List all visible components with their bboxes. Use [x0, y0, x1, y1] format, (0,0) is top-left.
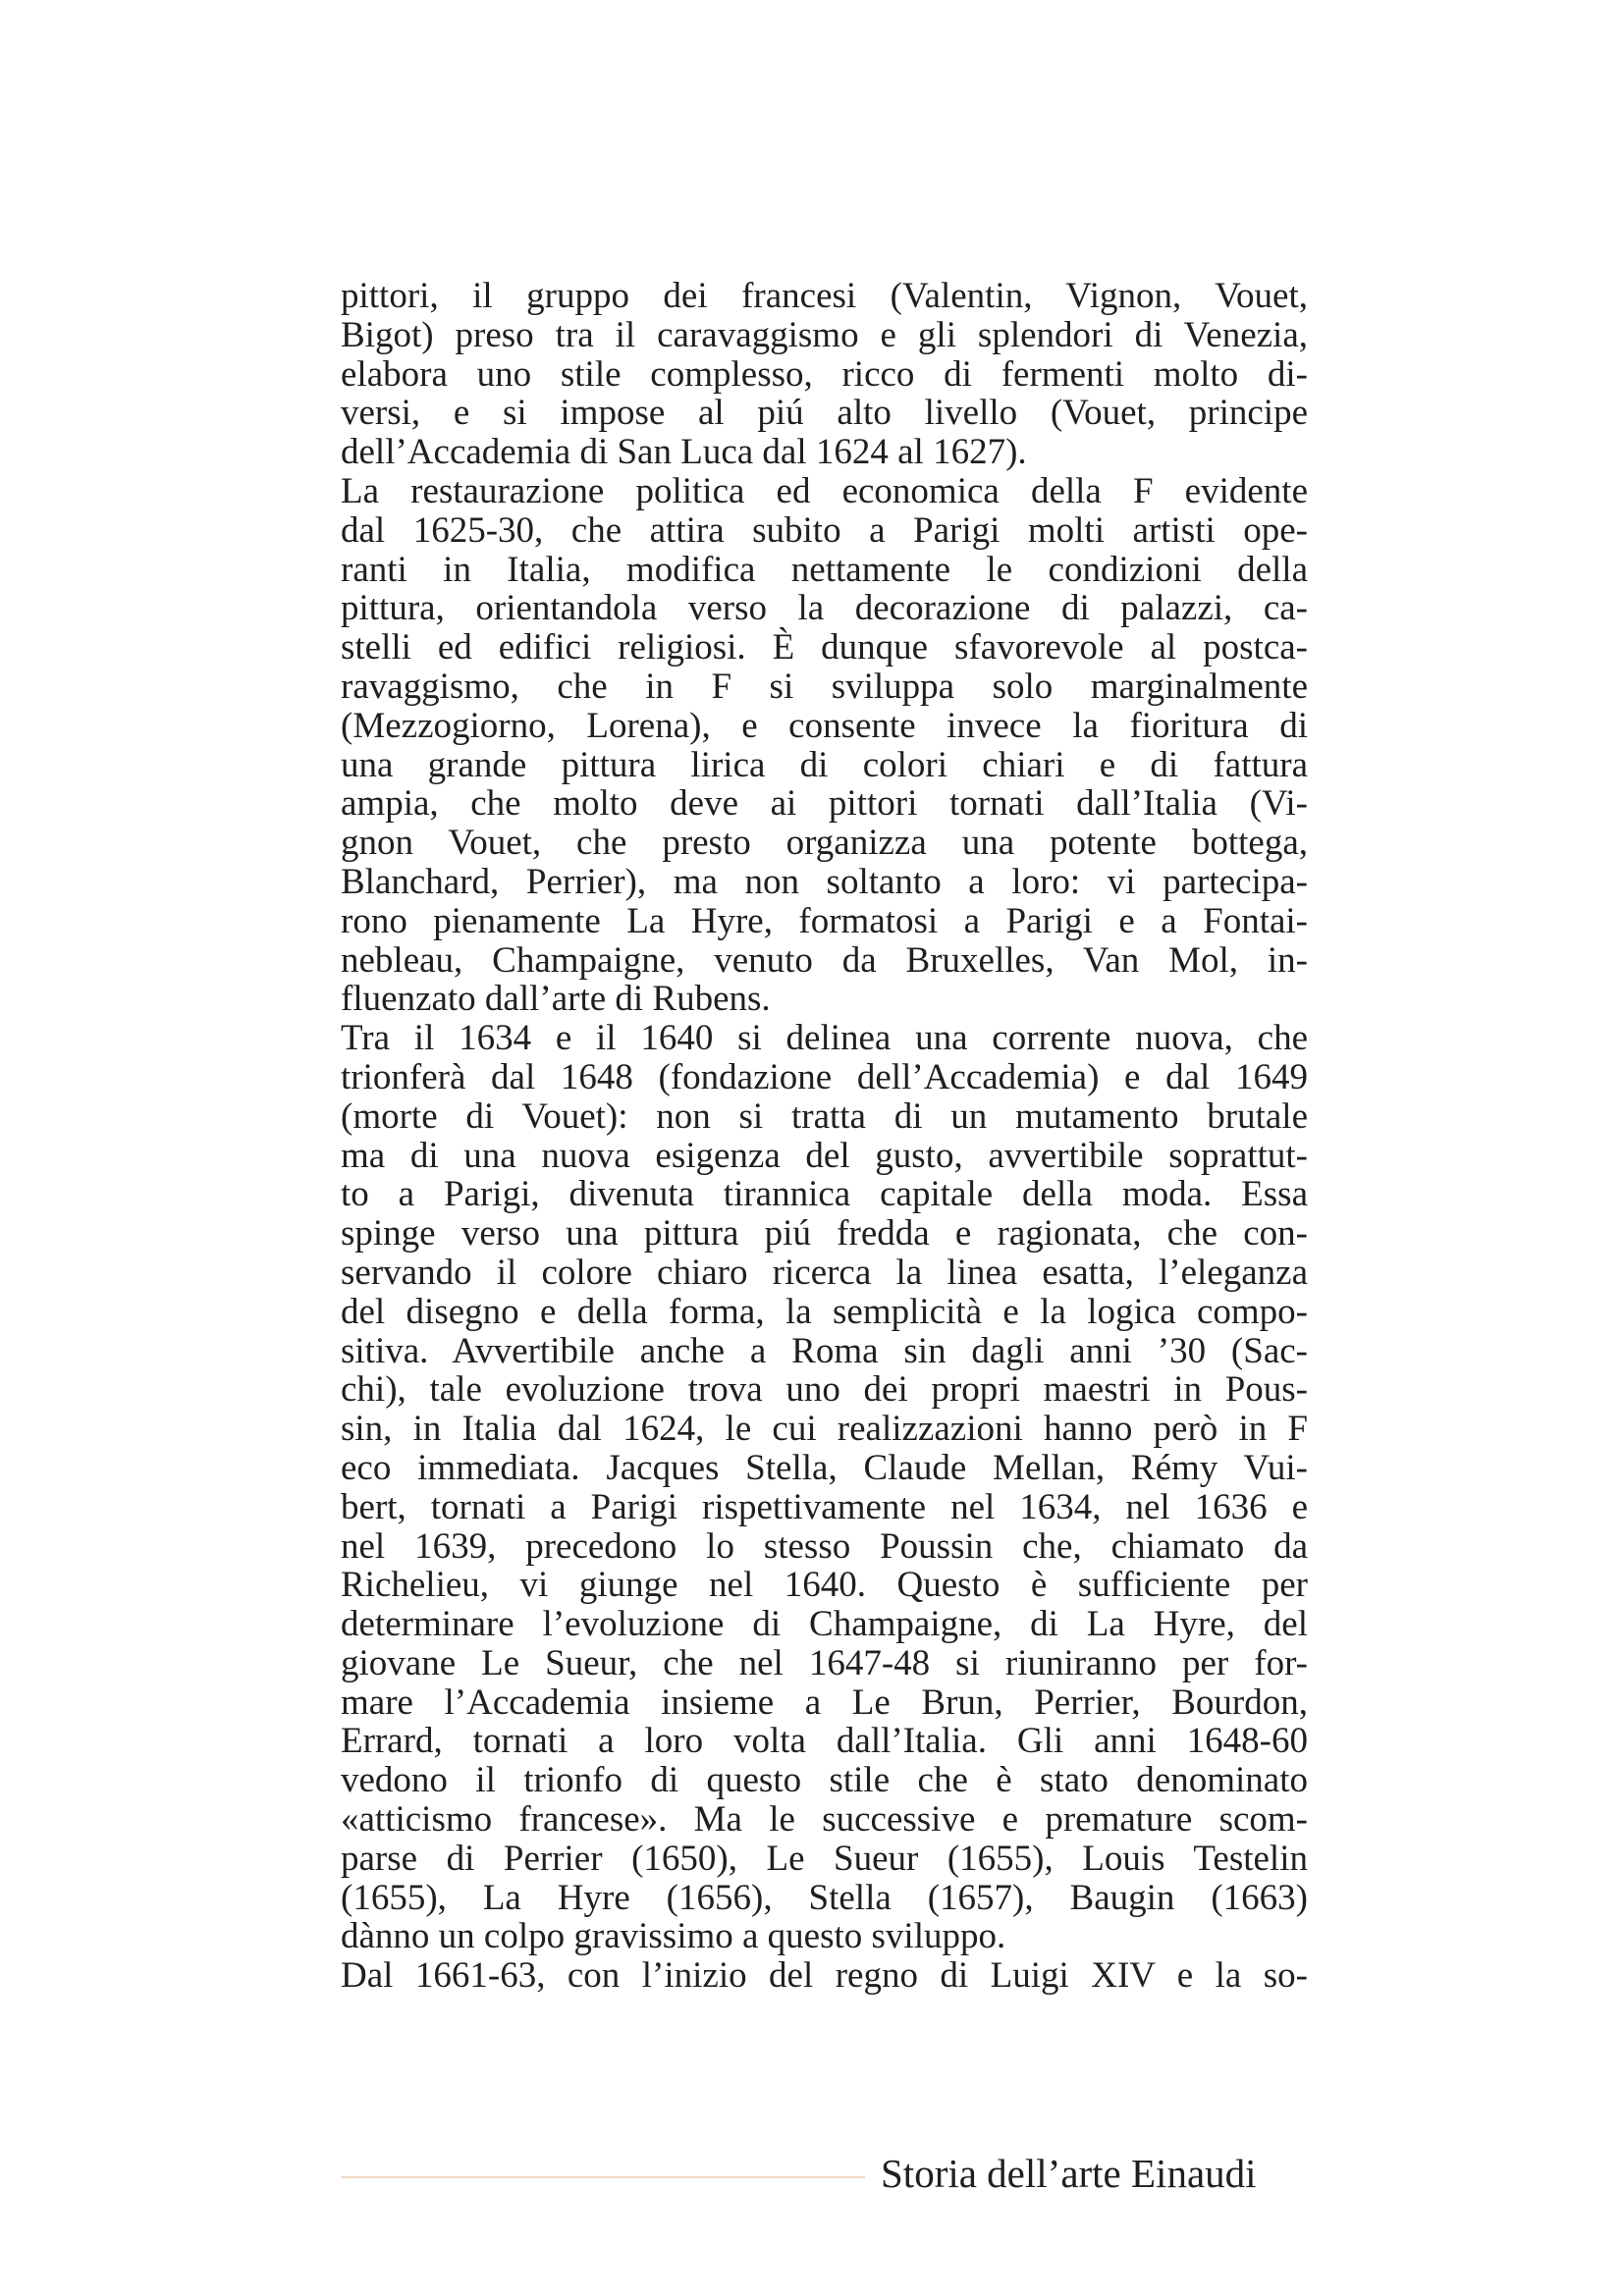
text-line: una grande pittura lirica di colori chiari e di fattura — [341, 744, 1308, 785]
text-line: parse di Perrier (1650), Le Sueur (1655), Louis Testelin — [341, 1838, 1308, 1879]
text-line: Dal 1661-63, con l’inizio del regno di Luigi XIV e la so- — [341, 1955, 1308, 1997]
text-line: ma di una nuova esigenza del gusto, avvertibile soprattut- — [341, 1135, 1308, 1176]
text-line: rono pienamente La Hyre, formatosi a Parigi e a Fontai- — [341, 900, 1308, 941]
text-line: versi, e si impose al piú alto livello (Vouet, principe — [341, 393, 1308, 434]
text-line: Bigot) preso tra il caravaggismo e gli splendori di Venezia, — [341, 314, 1308, 355]
text-line: dell’Accademia di San Luca dal 1624 al 1627). — [341, 432, 1027, 473]
text-line: ranti in Italia, modifica nettamente le condizioni della — [341, 549, 1308, 590]
text-line: elabora uno stile complesso, ricco di fermenti molto di- — [341, 353, 1308, 395]
text-line: fluenzato dall’arte di Rubens. — [341, 979, 771, 1020]
text-line: eco immediata. Jacques Stella, Claude Mellan, Rémy Vui- — [341, 1447, 1308, 1488]
text-line: sitiva. Avvertibile anche a Roma sin dagli anni ’30 (Sac- — [341, 1330, 1308, 1371]
text-line: mare l’Accademia insieme a Le Brun, Perrier, Bourdon, — [341, 1682, 1308, 1723]
text-line: (Mezzogiorno, Lorena), e consente invece la fioritura di — [341, 705, 1308, 746]
text-line: del disegno e della forma, la semplicità e la logica compo- — [341, 1291, 1308, 1332]
text-line: nebleau, Champaigne, venuto da Bruxelles, Van Mol, in- — [341, 939, 1308, 981]
footer-title: Storia dell’arte Einaudi — [881, 2151, 1257, 2196]
text-line: (morte di Vouet): non si tratta di un mutamento brutale — [341, 1095, 1308, 1137]
text-line: pittura, orientandola verso la decorazione di palazzi, ca- — [341, 588, 1308, 629]
text-line: ravaggismo, che in F si sviluppa solo marginalmente — [341, 666, 1308, 707]
text-line: vedono il trionfo di questo stile che è stato denominato — [341, 1760, 1308, 1801]
text-line: nel 1639, precedono lo stesso Poussin che, chiamato da — [341, 1525, 1308, 1567]
text-line: sin, in Italia dal 1624, le cui realizzazioni hanno però in F — [341, 1409, 1308, 1450]
body-text — [341, 277, 1308, 1996]
text-line: gnon Vouet, che presto organizza una potente bottega, — [341, 823, 1308, 864]
text-line: pittori, il gruppo dei francesi (Valentin, Vignon, Vouet, — [341, 276, 1308, 316]
text-line: giovane Le Sueur, che nel 1647-48 si riuniranno per for- — [341, 1642, 1308, 1683]
text-line: determinare l’evoluzione di Champaigne, di La Hyre, del — [341, 1604, 1308, 1645]
text-line: La restaurazione politica ed economica della F evidente — [341, 470, 1308, 511]
text-line: ampia, che molto deve ai pittori tornati dall’Italia (Vi- — [341, 783, 1308, 825]
text-line: dànno un colpo gravissimo a questo sviluppo. — [341, 1916, 1006, 1957]
text-line: dal 1625-30, che attira subito a Parigi molti artisti ope- — [341, 509, 1308, 551]
text-line: (1655), La Hyre (1656), Stella (1657), Baugin (1663) — [341, 1877, 1308, 1918]
text-line: Blanchard, Perrier), ma non soltanto a loro: vi partecipa- — [341, 861, 1308, 902]
text-line: chi), tale evoluzione trova uno dei propri maestri in Pous- — [341, 1369, 1308, 1411]
text-line: to a Parigi, divenuta tirannica capitale della moda. Essa — [341, 1174, 1308, 1215]
text-line: Richelieu, vi giunge nel 1640. Questo è sufficiente per — [341, 1565, 1308, 1606]
text-line: servando il colore chiaro ricerca la linea esatta, l’eleganza — [341, 1252, 1308, 1293]
text-line: «atticismo francese». Ma le successive e premature scom- — [341, 1799, 1308, 1841]
text-line: stelli ed edifici religiosi. È dunque sfavorevole al postca- — [341, 627, 1308, 668]
text-line: spinge verso una pittura piú fredda e ragionata, che con- — [341, 1213, 1308, 1255]
text-line: trionferà dal 1648 (fondazione dell’Accademia) e dal 1649 — [341, 1056, 1308, 1097]
text-line: bert, tornati a Parigi rispettivamente nel 1634, nel 1636 e — [341, 1486, 1308, 1527]
footer-divider — [341, 2176, 865, 2178]
text-line: Errard, tornati a loro volta dall’Italia. Gli anni 1648-60 — [341, 1721, 1308, 1762]
text-line: Tra il 1634 e il 1640 si delinea una corrente nuova, che — [341, 1018, 1308, 1059]
